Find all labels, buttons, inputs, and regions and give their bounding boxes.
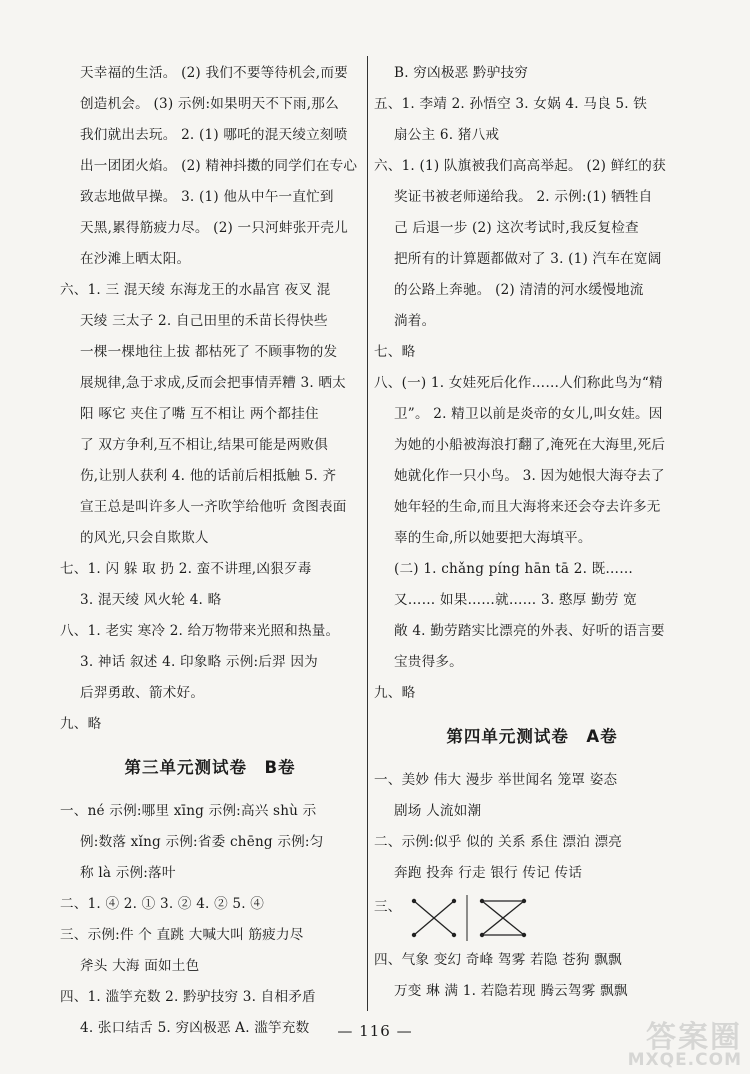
answer-line: 为她的小船被海浪打翻了,淹死在大海里,死后 [394,437,666,453]
answer-line: 天幸福的生活。 (2) 我们不要等待机会,而要 [80,65,348,81]
answer-line: 九、略 [374,685,416,701]
page-number: — 116 — [337,1022,413,1040]
answer-line: 天绫 三太子 2. 自己田里的禾苗长得快些 [80,313,328,329]
answer-line: 宣王总是叫许多人一齐吹竽给他听 贪图表面 [80,499,347,515]
answer-line: 一、美妙 伟大 漫步 举世闻名 笼罩 姿态 [374,772,618,788]
answer-line: 卫”。 2. 精卫以前是炎帝的女儿,叫女娃。因 [394,406,663,422]
section-heading: 第四单元测试卷 A卷 [446,727,618,746]
answer-line: 奔跑 投奔 行走 银行 传记 传话 [394,865,583,881]
answer-line: 创造机会。 (3) 示例:如果明天不下雨,那么 [80,96,339,112]
answer-line: 九、略 [60,716,102,732]
answer-line: 3. 神话 叙述 4. 印象略 示例:后羿 因为 [80,654,318,670]
answer-line: 把所有的计算题都做对了 3. (1) 汽车在宽阔 [394,251,662,267]
answer-line: 出一团团火焰。 (2) 精神抖擞的同学们在专心 [80,158,358,174]
answer-line: 她就化作一只小鸟。 3. 因为她恨大海夺去了 [394,468,665,484]
answer-line: 我们就出去玩。 2. (1) 哪吒的混天绫立刻喷 [80,127,348,143]
answer-line: 4. 张口结舌 5. 穷凶极恶 A. 滥竽充数 [80,1020,310,1036]
answer-line: 斧头 大海 面如土色 [80,958,200,974]
answer-line: 四、1. 滥竽充数 2. 黔驴技穷 3. 自相矛盾 [60,989,316,1005]
watermark-url: MXQE.COM [627,1050,742,1070]
answer-line: 敞 4. 勤劳踏实比漂亮的外表、好听的语言要 [394,623,665,639]
answer-line: 伤,让别人获利 4. 他的话前后相抵触 5. 齐 [80,468,337,484]
answer-line: B. 穷凶极恶 黔驴技穷 [394,65,529,81]
matching-diagram [374,889,690,945]
answer-line: 天黑,累得筋疲力尽。 (2) 一只河蚌张开壳儿 [80,220,348,236]
answer-line: 四、气象 变幻 奇峰 驾雾 若隐 苍狗 飘飘 [374,952,622,968]
answer-line: 七、1. 闪 躲 取 扔 2. 蛮不讲理,凶狠歹毒 [60,561,312,577]
question-label: 三、 [374,899,402,915]
answer-line: 的风光,只会自欺欺人 [80,530,209,546]
answer-line: 3. 混天绫 风火轮 4. 略 [80,592,222,608]
answer-line: 辜的生命,所以她要把大海填平。 [394,530,592,546]
watermark-logo [628,1012,742,1070]
answer-line: 一棵一棵地往上拔 都枯死了 不顾事物的发 [80,344,338,360]
answer-line: 三、示例:件 个 直跳 大喊大叫 筋疲力尽 [60,927,304,943]
left-column [60,58,360,1044]
answer-line: 八、(一) 1. 女娃死后化作……人们称此鸟为“精 [374,375,663,391]
answer-line: 展规律,急于求成,反而会把事情弄糟 3. 晒太 [80,375,346,391]
answer-line: 六、1. 三 混天绫 东海龙王的水晶宫 夜叉 混 [60,282,331,298]
answer-line: 她年轻的生命,而且大海将来还会夺去许多无 [394,499,661,515]
answer-line: 淌着。 [394,313,436,329]
answer-line: 称 là 示例:落叶 [80,865,176,881]
answer-line: 致志地做早操。 3. (1) 他从中午一直忙到 [80,189,334,205]
answer-line: 宝贵得多。 [394,654,463,670]
answer-line: 阳 啄它 夹住了嘴 互不相让 两个都挂住 [80,406,319,422]
answer-line: 例:数落 xǐng 示例:省委 chēng 示例:匀 [80,834,324,850]
answer-line: 的公路上奔驰。 (2) 清清的河水缓慢地流 [394,282,644,298]
answer-line: 后羿勇敢、箭术好。 [80,685,205,701]
section-heading: 第三单元测试卷 B卷 [124,758,296,777]
watermark-text: 答案圈 [646,1020,742,1055]
answer-line: 六、1. (1) 队旗被我们高高举起。 (2) 鲜红的获 [374,158,666,174]
answer-line: (二) 1. chǎng píng hān tā 2. 既…… [394,561,633,577]
right-column [374,58,690,1007]
answer-line: 七、略 [374,344,416,360]
answer-line: 五、1. 李靖 2. 孙悟空 3. 女娲 4. 马良 5. 铁 [374,96,648,112]
answer-line: 二、1. ④ 2. ① 3. ② 4. ② 5. ④ [60,896,265,912]
answer-line: 又…… 如果……就…… 3. 憨厚 勤劳 宽 [394,592,637,608]
column-divider [367,56,368,1011]
answer-line: 一、né 示例:哪里 xīng 示例:高兴 shù 示 [60,803,317,819]
answer-line: 奖证书被老师递给我。 2. 示例:(1) 牺牲自 [394,189,653,205]
matching-lines-graphic [400,889,540,945]
answer-line: 万变 琳 满 1. 若隐若现 腾云驾雾 飘飘 [394,983,628,999]
answer-line: 己 后退一步 (2) 这次考试时,我反复检查 [394,220,639,236]
answer-line: 在沙滩上晒太阳。 [80,251,191,267]
answer-line: 八、1. 老实 寒冷 2. 给万物带来光照和热量。 [60,623,340,639]
answer-line: 扇公主 6. 猪八戒 [394,127,500,143]
answer-line: 了 双方争利,互不相让,结果可能是两败俱 [80,437,329,453]
answer-line: 剧场 人流如潮 [394,803,482,819]
answer-line: 二、示例:似乎 似的 关系 系住 漂泊 漂亮 [374,834,623,850]
